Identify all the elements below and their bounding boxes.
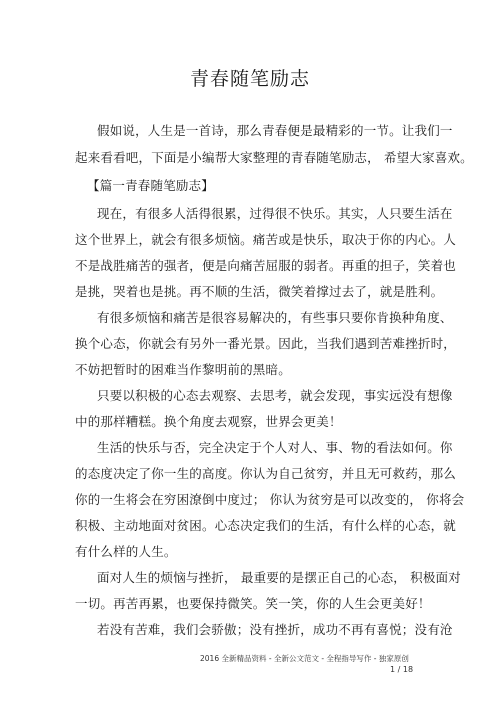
body-line: 不妨把暂时的困难当作黎明前的黑暗。: [75, 362, 291, 377]
page-footer: 2016 全新精品资料 - 全新公文范文 - 全程指导写作 - 独家原创: [200, 654, 409, 663]
body-line: 生活的快乐与否，完全决定于个人对人、事、物的看法如何。你: [97, 440, 453, 455]
body-line: 这个世界上，就会有很多烦恼。痛苦或是快乐，取决于你的内心。人: [75, 232, 457, 247]
body-line: 只要以积极的心态去观察、去思考，就会发现，事实远没有想像: [97, 388, 453, 403]
body-line: 有什么样的人生。: [75, 544, 177, 559]
page-number: 1 / 18: [390, 665, 414, 674]
body-line: 一切。再苦再累，也要保持微笑。笑一笑，你的人生会更美好！: [75, 596, 431, 611]
body-line: 若没有苦难，我们会骄傲；没有挫折，成功不再有喜悦；没有沧: [97, 622, 453, 637]
section-heading: 【篇一青春随笔励志】: [87, 178, 215, 193]
body-line: 你的一生将会在穷困潦倒中度过； 你认为贫穷是可以改变的， 你将会: [75, 492, 465, 507]
body-line: 中的那样糟糕。换个角度去观察，世界会更美！: [75, 414, 342, 429]
body-line: 不是战胜痛苦的强者，便是向痛苦屈服的弱者。再重的担子，笑着也: [75, 258, 457, 273]
body-line: 面对人生的烦恼与挫折， 最重要的是摆正自己的心态， 积极面对: [97, 570, 461, 585]
body-line: 有很多烦恼和痛苦是很容易解决的，有些事只要你肯换种角度、: [97, 310, 453, 325]
body-line: 现在，有很多人活得很累，过得很不快乐。其实，人只要生活在: [97, 206, 453, 221]
page-title: 青春随笔励志: [189, 68, 310, 90]
body-line: 的态度决定了你一生的高度。你认为自己贫穷，并且无可救药，那么: [75, 466, 457, 481]
body-line: 换个心态，你就会有另外一番光景。因此，当我们遇到苦难挫折时，: [75, 336, 457, 351]
body-line: 是挑，哭着也是挑。再不顺的生活，微笑着撑过去了，就是胜利。: [75, 284, 444, 299]
body-line: 假如说，人生是一首诗，那么青春便是最精彩的一节。让我们一: [97, 123, 453, 138]
body-line: 起来看看吧，下面是小编帮大家整理的青春随笔励志， 希望大家喜欢。: [75, 150, 473, 165]
body-line: 积极、主动地面对贫困。心态决定我们的生活，有什么样的心态，就: [75, 518, 457, 533]
